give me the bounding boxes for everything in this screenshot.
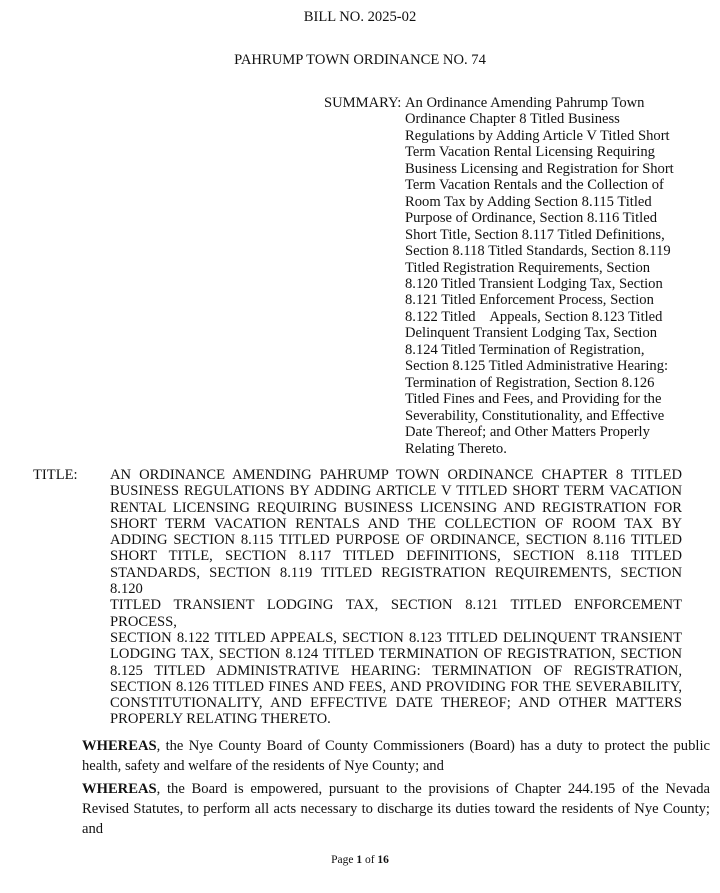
page-total: 16 xyxy=(377,854,389,866)
text-line: Business Licensing and Registration for Short xyxy=(405,160,674,177)
page-number: 1 xyxy=(356,854,363,866)
text-line: STANDARDS, SECTION 8.119 TITLED REGISTRATION REQUIREMENTS, SECTION 8.120 xyxy=(110,564,682,598)
text-line: Delinquent Transient Lodging Tax, Section xyxy=(405,325,658,342)
page-of: of xyxy=(362,854,378,866)
text-line: SHORT TERM VACATION RENTALS AND THE COLLECTION OF ROOM TAX BY xyxy=(110,515,682,532)
text-line: An Ordinance Amending Pahrump Town xyxy=(405,95,645,111)
text-line: Relating Thereto. xyxy=(405,440,507,457)
text-line: Section 8.118 Titled Standards, Section 8.119 xyxy=(405,243,671,260)
text-line: SHORT TITLE, SECTION 8.117 TITLED DEFINITIONS, SECTION 8.118 TITLED xyxy=(110,548,682,565)
whereas-lead: WHEREAS xyxy=(82,738,157,754)
page-footer xyxy=(0,854,720,866)
whereas-lead: WHEREAS xyxy=(82,781,157,797)
text-line: SECTION 8.126 TITLED FINES AND FEES, AND PROVIDING FOR THE SEVERABILITY, xyxy=(110,678,682,695)
title-text xyxy=(110,467,682,728)
text-line: Section 8.125 Titled Administrative Hearing: xyxy=(405,358,669,375)
text-line: SECTION 8.122 TITLED APPEALS, SECTION 8.123 TITLED DELINQUENT TRANSIENT xyxy=(110,629,682,646)
text-line: Purpose of Ordinance, Section 8.116 Titled xyxy=(405,210,657,227)
text-line: RENTAL LICENSING REQUIRING BUSINESS LICENSING AND REGISTRATION FOR xyxy=(110,499,682,516)
text-line: Term Vacation Rentals and the Collection of xyxy=(405,177,664,194)
paragraph-text: , the Board is empowered, pursuant to the provisions of Chapter 244.195 of the Nevada Revised Statutes, to perform all acts necessary to discharge its duties toward the residents of Nye County; and xyxy=(82,781,710,837)
text-line: CONSTITUTIONALITY, AND EFFECTIVE DATE THEREOF; AND OTHER MATTERS xyxy=(110,695,682,712)
text-line: PROPERLY RELATING THERETO. xyxy=(110,711,331,728)
text-line: Termination of Registration, Section 8.126 xyxy=(405,374,655,391)
text-line: LODGING TAX, SECTION 8.124 TITLED TERMINATION OF REGISTRATION, SECTION xyxy=(110,646,682,663)
text-line: Titled Registration Requirements, Section xyxy=(405,259,651,276)
text-line: 8.121 Titled Enforcement Process, Section xyxy=(405,292,654,309)
text-line: Room Tax by Adding Section 8.115 Titled xyxy=(405,193,652,210)
text-line: ADDING SECTION 8.115 TITLED PURPOSE OF ORDINANCE, SECTION 8.116 TITLED xyxy=(110,532,682,549)
text-line: 8.120 Titled Transient Lodging Tax, Section xyxy=(405,275,663,292)
paragraph-text: , the Nye County Board of County Commissioners (Board) has a duty to protect the public health, safety and welfare of the residents of Nye County; and xyxy=(82,738,710,774)
title-label: TITLE: xyxy=(33,467,78,483)
bill-number: BILL NO. 2025-02 xyxy=(303,9,417,25)
text-line: Severability, Constitutionality, and Effective xyxy=(405,407,665,424)
whereas-paragraph xyxy=(82,736,710,776)
text-line: BUSINESS REGULATIONS BY ADDING ARTICLE V TITLED SHORT TERM VACATION xyxy=(110,483,682,500)
text-line: Date Thereof; and Other Matters Properly xyxy=(405,424,650,441)
text-line: Short Title, Section 8.117 Titled Definitions, xyxy=(405,226,665,243)
text-line: Titled Fines and Fees, and Providing for the xyxy=(405,391,662,408)
page-prefix: Page xyxy=(331,854,357,866)
text-line: 8.124 Titled Termination of Registration, xyxy=(405,341,645,358)
text-line: Ordinance Chapter 8 Titled Business xyxy=(405,111,620,128)
summary-label: SUMMARY: xyxy=(324,95,402,111)
summary-text xyxy=(405,95,674,457)
text-line: 8.122 Titled Appeals, Section 8.123 Titled xyxy=(405,308,663,325)
text-line: TITLED TRANSIENT LODGING TAX, SECTION 8.121 TITLED ENFORCEMENT PROCESS, xyxy=(110,597,682,630)
ordinance-number: PAHRUMP TOWN ORDINANCE NO. 74 xyxy=(234,52,486,68)
text-line: Regulations by Adding Article V Titled Short xyxy=(405,127,670,144)
whereas-paragraph xyxy=(82,779,710,839)
text-line: Term Vacation Rental Licensing Requiring xyxy=(405,144,655,161)
text-line: AN ORDINANCE AMENDING PAHRUMP TOWN ORDINANCE CHAPTER 8 TITLED xyxy=(110,467,682,483)
text-line: 8.125 TITLED ADMINISTRATIVE HEARING: TERMINATION OF REGISTRATION, xyxy=(110,662,682,679)
